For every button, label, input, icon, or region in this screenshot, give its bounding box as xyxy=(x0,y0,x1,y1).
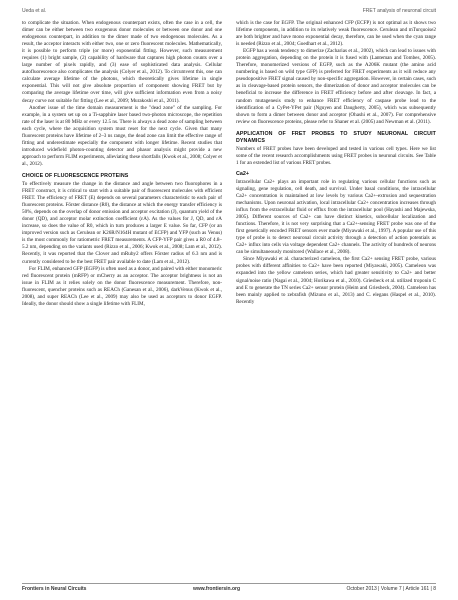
subsection-heading: Ca2+ xyxy=(236,170,250,177)
section-heading: APPLICATION OF FRET PROBES TO STUDY NEURONAL CIRCUIT DYNAMICS xyxy=(236,130,436,144)
header-authors: Ueda et al. xyxy=(22,8,47,14)
body-paragraph: Intracellular Ca2+ plays an important role in regulating various cellular functions such as signaling, gene regulation, cell death, and survival. Under basal conditions, the intracellular Ca2+ concentration is maintained at low levels by various Ca2+-extrusion and sequestration mechanisms. Upon neuronal activation, local intracellular Ca2+ concentration increases through influx from the extracellular fluid or efflux from the intracellular pool (Hayashi and Majewska, 2005). Different sources of Ca2+ can have distinct kinetics, subcellular localization and functions. Therefore, it is not very surprising that a Ca2+-sensing FRET probe was one of the first genetically encoded FRET sensors ever made (Miyawaki et al., 1997). A popular use of this type of probe is to detect neuronal circuit activity through a detection of action potentials as Ca2+ influx into cells via voltage dependent Ca2+ channels. The activity of hundreds of neurons can be simultaneously monitored (Wallace et al., 2008). xyxy=(236,178,436,256)
left-column xyxy=(22,20,222,308)
footer-url[interactable]: www.frontiersin.org xyxy=(192,586,240,592)
body-paragraph: For FLIM, enhanced GFP (EGFP) is often used as a donor, and paired with either monomeric red fluorescent protein (mRFP) or mCherry as an acceptor. The acceptor brightness is not an issue in FLIM as it relies solely on the donor fluorescence measurement. Therefore, non-fluorescent, quencher proteins such as REACh (Ganesan et al., 2006), darkVenus (Kwok et al., 2008), and super REACh (Lee et al., 2009) may also be used as acceptors to donor EGFP. Ideally, the donor should show a single lifetime with FLIM, xyxy=(22,265,222,307)
right-column xyxy=(236,20,436,306)
body-paragraph: To effectively measure the change in the distance and angle between two fluorophores in a FRET construct, it is critical to start with a suitable pair of fluorescent molecules with efficient FRET. The efficiency of FRET (E) depends on several parameters characteristic to each pair of fluorescent proteins. Förster distance (R0), the distance at which the energy transfer efficiency is 50%, depends on the overlap of donor emission and acceptor excitation (J), quantum yield of the donor (QD), and acceptor molar extinction coefficient (εA). As the values for J, QD, and εA increase, so does the value of R0, which in turn produces a larger E value. So far, CFP (or an improved version such as Cerulean or K26R/N164H mutant of ECFP) and YFP (such as Venus) is the most commonly for ratiometric FRET measurements. A CFP-YFP pair gives a R0 of 4.8–5.2 nm, depending on the variants used (Rizzo et al., 2006; Kwok et al., 2008; Lam et al., 2012). Recently, it was reported that the Clover and mRuby2 offers Förster radius of 6.3 nm and is currently considered to be the best FRET pair available to date (Lam et al., 2012). xyxy=(22,180,222,265)
section-heading: CHOICE OF FLUORESCENCE PROTEINS xyxy=(22,172,129,179)
header-title: FRET analysis of neuronal circuit xyxy=(362,8,436,14)
body-paragraph: Another issue of the time domain measurement is the "dead zone" of the sampling. For example, in a system set up on a Ti-sapphire laser based two-photon microscope, the repetition rate of the laser is at 80 MHz or every 12.5 ns. There is always a dead zone of sampling between each cycle, where the acquisition system must reset for the next cycle. Given that many fluorescent proteins have lifetime of 2–3 ns range, the dead zone can limit the effective range of fitting and underestimate especially the component with longer lifetime. Recent studies that introduced widefield photon-counting detector and phasor analysis might provide a new approach to perform FLIM experiments, alleviating these shortfalls (Kwok et al., 2008; Colyer et al., 2012). xyxy=(22,104,222,167)
body-paragraph: EGFP has a weak tendency to dimerize (Zacharias et al., 2002), which can lead to issues with protein aggregation, depending on the protein it is fused with (Lanteman and Tombes, 2005). Therefore, monomerized versions of EGFP, such as the A206K mutant (the amino acid numbering is based on wild type GFP) is preferred for FRET experiments as it will reduce any pseudopositive FRET signal caused by non-specific aggregation. However, in certain cases, such as in cleavage-based protein sensors, the dimerization of donor and acceptor molecules can be beneficial to increase the difference in FRET efficiency before and after cleavage. In fact, a random mutagenesis study to enhance FRET efficiency of caspase probe lead to the identification of a CyPet-YPet pair (Nguyen and Daugherty, 2005), which was subsequently shown to form a dimer between donor and acceptor (Ohashi et al., 2007). For comprehensive review on fluorescence proteins, please refer to Shaner et al. (2005) and Newman et al. (2011). xyxy=(236,48,436,125)
body-paragraph: Numbers of FRET probes have been developed and tested in various cell types. Here we list some of the recent research accomplishments using FRET probes in neuronal circuits. See Table 1 for an extended list of various FRET probes. xyxy=(236,145,436,166)
body-paragraph: to complicate the situation. When endogenous counterpart exists, often the case in a cell, the dimer can be either between two exogenous donor molecules or between one donor and one endogenous counterpart, in addition to the dimer made of two endogenous molecules. As a result, the acceptor interacts with either two, one or zero fluorescent molecules. Mathematically, it is possible to perform triple (or more) exponential fitting. However, such measurement requires (1) bright sample, (2) capability of hardware that captures high photon counts over a large number of pixels rapidly, and (3) ease of sophisticated data analysis. Cellular autofluorescence also complicates the analysis (Colyer et al., 2012). To circumvent this, one can calculate average lifetime of the photons, which theoretically gives lifetime in single exponential. This will not give absolute proportion of component showing FRET but by comparing the average lifetime over time, will give sufficient information even from a noisy decay curve not suitable for fitting (Lee et al., 2009; Murakoshi et al., 2011). xyxy=(22,20,222,104)
footer-issue: October 2013 | Volume 7 | Article 161 | 8 xyxy=(346,586,436,592)
body-paragraph: Since Miyawaki et al. characterized cameleon, the first Ca2+ sensing FRET probe, various probes with different affinities to Ca2+ have been reported (Miyawaki, 2005). Cameleon was expanded into the yellow cameleon series, which had greater sensitivity to Ca2+ and better signal/noise ratio (Nagai et al., 2004; Horikawa et al., 2010). Griesbeck et al. utilized troponin C and E to generate the TN series Ca2+ sensor protein (Heim and Griesbeck, 2004). Cameleon has been mainly applied to zebrafish (Mizuno et al., 2013) and C. elegans (Haspel et al., 2010). Recently xyxy=(236,256,436,305)
page-footer xyxy=(22,586,436,592)
footer-divider xyxy=(22,583,436,584)
body-paragraph: which is the case for EGFP. The original enhanced CFP (ECFP) is not optimal as it shows two lifetime components, in addition to its relatively weak fluorescence. Cerulean and mTurquoise2 are both brighter and have mono exponential decay, therefore, can be used when the cyan range is needed (Rizzo et al., 2004; Goedhart et al., 2012). xyxy=(236,20,436,48)
running-header xyxy=(22,8,436,14)
footer-journal: Frontiers in Neural Circuits xyxy=(22,586,87,592)
